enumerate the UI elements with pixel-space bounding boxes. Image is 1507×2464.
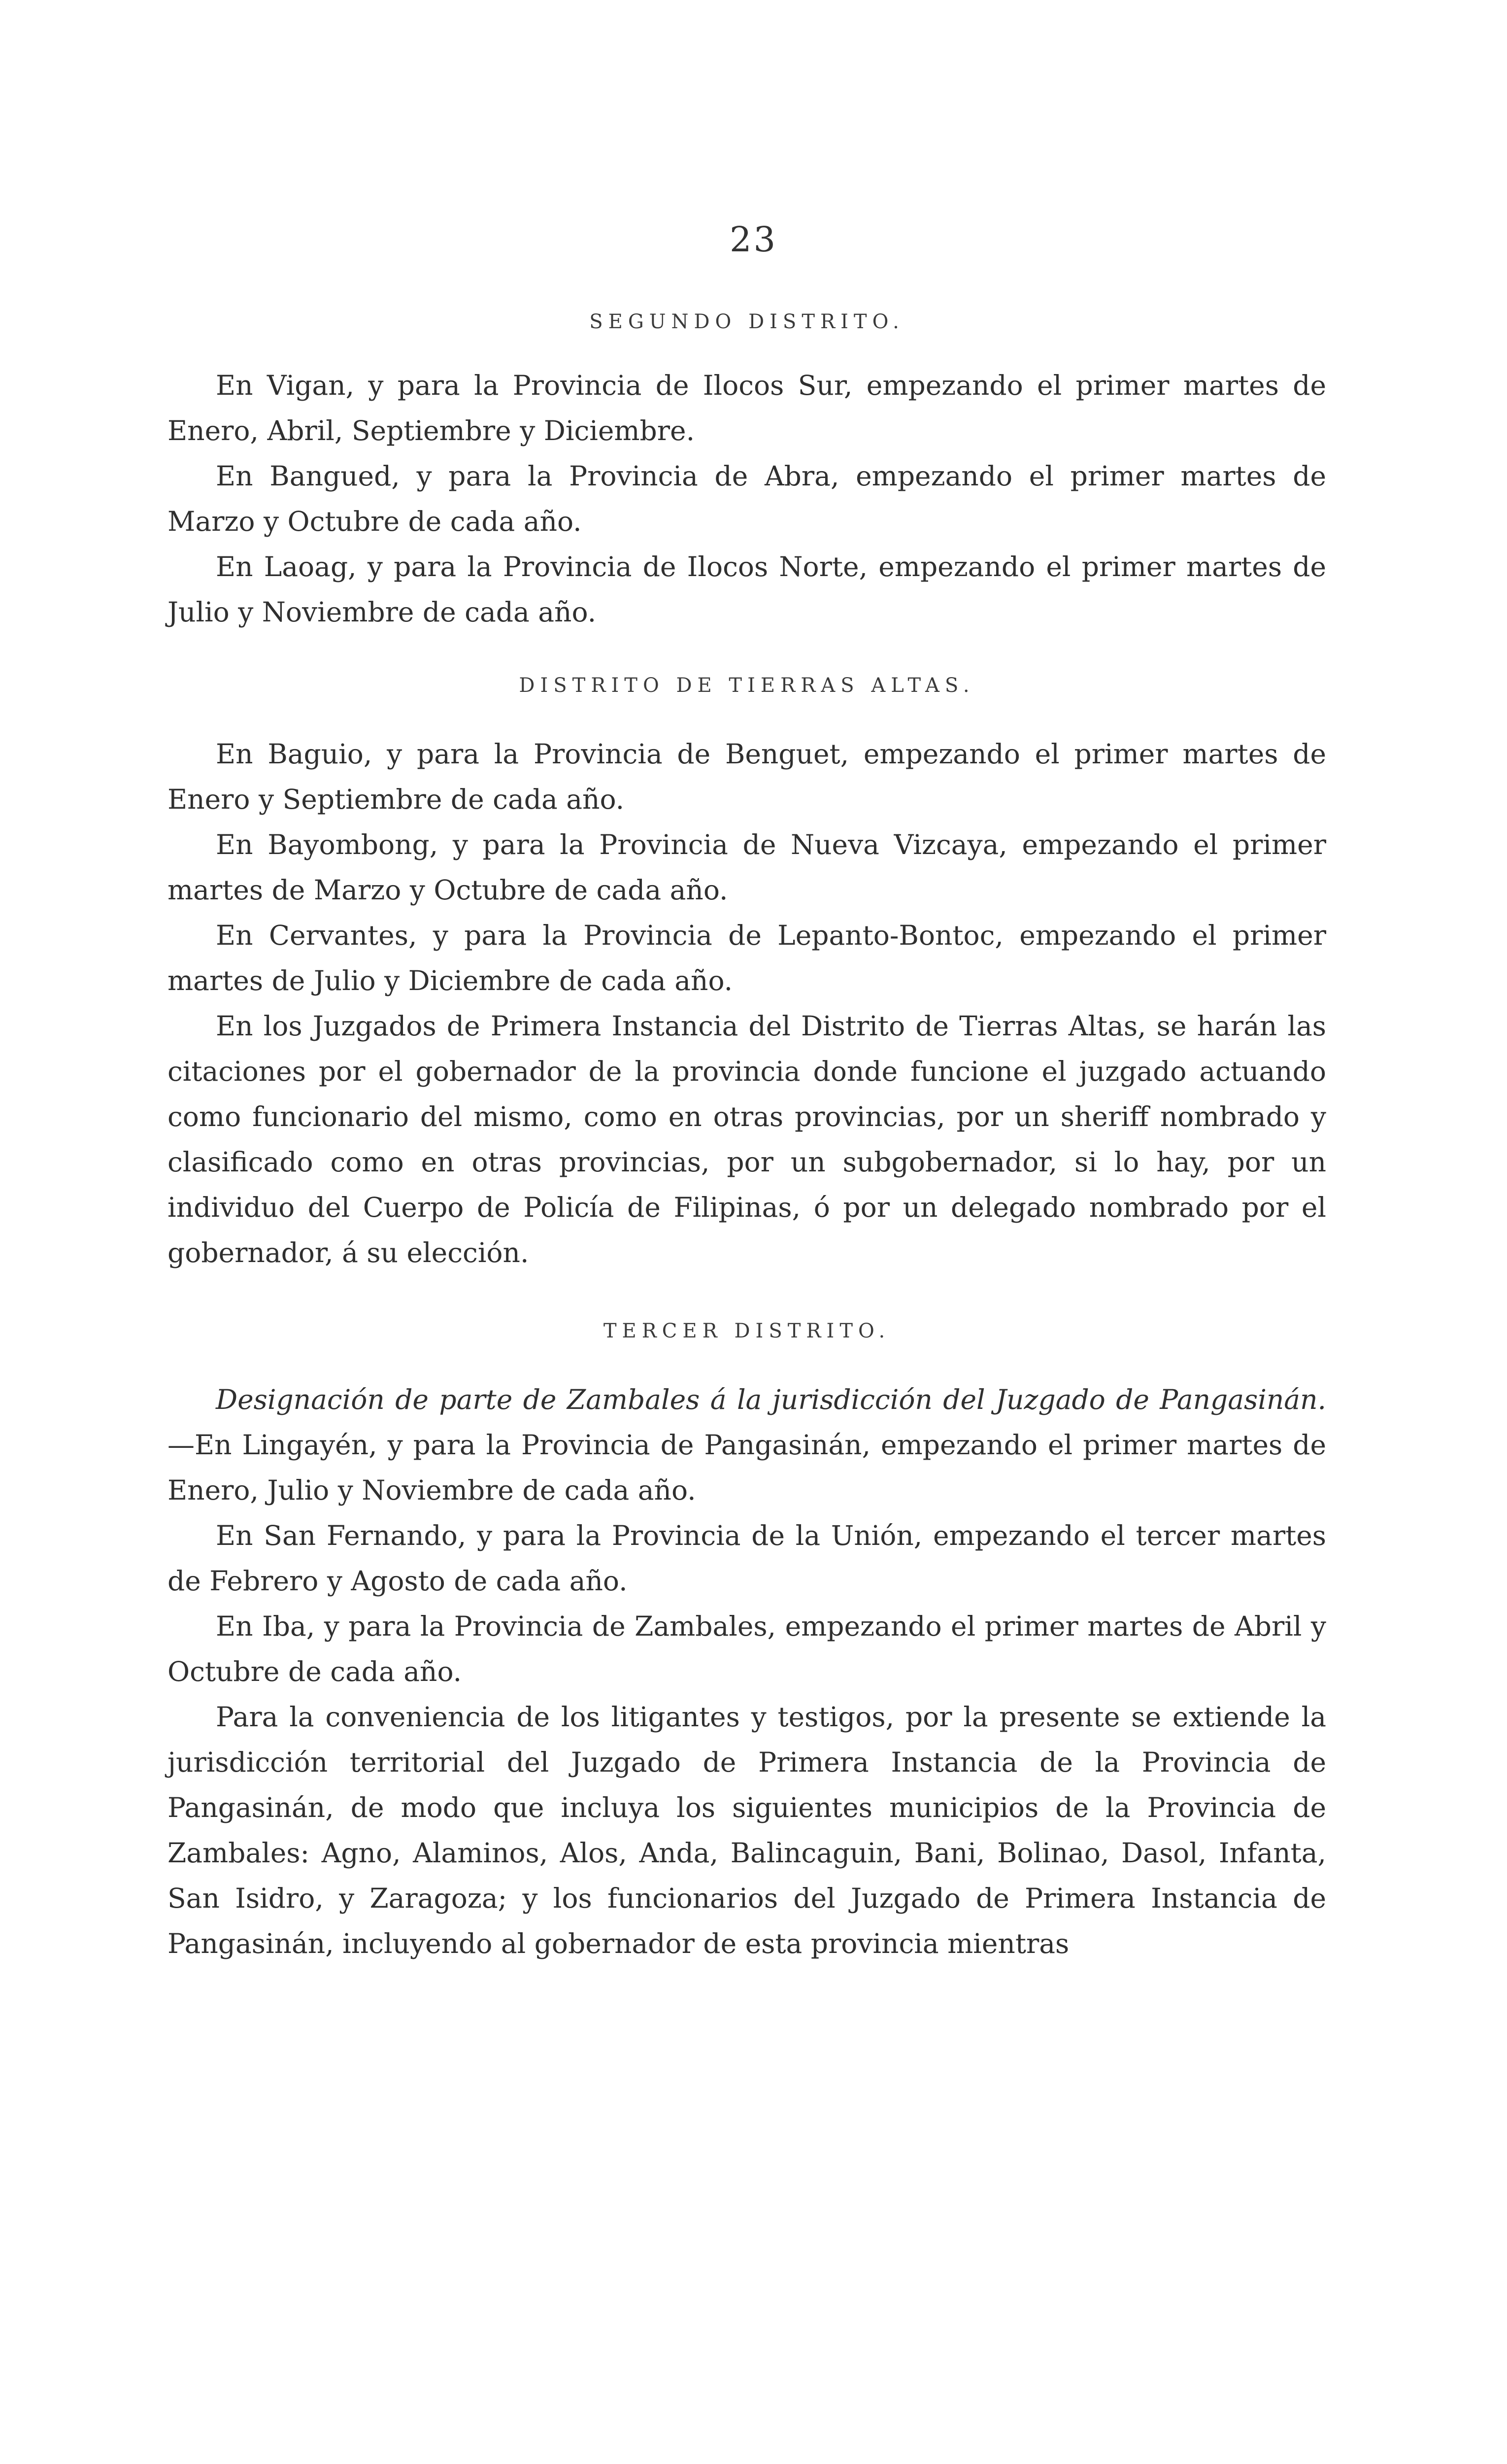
page-number: 23 (729, 219, 778, 260)
paragraph-laoag: En Laoag, y para la Provincia de Ilocos Norte, empezando el primer martes de Julio y Noviembre de cada año. (167, 551, 1326, 628)
designacion-lead: Designación de parte de Zambales á la jurisdicción del Juzgado de Pangasinán. (216, 1384, 1326, 1415)
section-heading-segundo-distrito: SEGUNDO DISTRITO. (589, 310, 904, 333)
paragraph-lingayen (167, 1377, 1326, 1513)
paragraph-vigan: En Vigan, y para la Provincia de Ilocos Sur, empezando el primer martes de Enero, Abril, Septiembre y Diciembre. (167, 370, 1326, 446)
text-body (167, 310, 1326, 1966)
paragraph-conveniencia: Para la conveniencia de los litigantes y testigos, por la presente se extiende la jurisdicción territorial del Juzgado de Primera Instancia de la Provincia de Pangasinán, de modo que incluya los siguientes municipios de la Provincia de Zambales: Agno, Alaminos, Alos, Anda, Balincaguin, Bani, Bolinao, Dasol, Infanta, San Isidro, y Zaragoza; y los funcionarios del Juzgado de Primera Instancia de Pangasinán, incluyendo al gobernador de esta provincia mientras (167, 1701, 1326, 1959)
paragraph-citaciones: En los Juzgados de Primera Instancia del Distrito de Tierras Altas, se harán las citaciones por el gobernador de la provincia donde funcione el juzgado actuando como funcionario del mismo, como en otras provincias, por un sheriff nombrado y clasificado como en otras provincias, por un subgobernador, si lo hay, por un individuo del Cuerpo de Policía de Filipinas, ó por un delegado nombrado por el gobernador, á su elección. (167, 1010, 1326, 1268)
section-heading-tercer-distrito: TERCER DISTRITO. (603, 1320, 891, 1342)
section-heading-tierras-altas: DISTRITO DE TIERRAS ALTAS. (519, 674, 975, 697)
paragraph-san-fernando: En San Fernando, y para la Provincia de la Unión, empezando el tercer martes de Febrero y Agosto de cada año. (167, 1520, 1326, 1597)
paragraph-iba: En Iba, y para la Provincia de Zambales, empezando el primer martes de Abril y Octubre de cada año. (167, 1610, 1326, 1687)
paragraph-bayombong: En Bayombong, y para la Provincia de Nueva Vizcaya, empezando el primer martes de Marzo y Octubre de cada año. (167, 829, 1326, 906)
paragraph-cervantes: En Cervantes, y para la Provincia de Lepanto-Bontoc, empezando el primer martes de Julio y Diciembre de cada año. (167, 920, 1326, 996)
paragraph-bangued: En Bangued, y para la Provincia de Abra, empezando el primer martes de Marzo y Octubre de cada año. (167, 460, 1326, 537)
paragraph-baguio: En Baguio, y para la Provincia de Benguet, empezando el primer martes de Enero y Septiembre de cada año. (167, 738, 1326, 815)
lingayen-text: —En Lingayén, y para la Provincia de Pangasinán, empezando el primer martes de Enero, Julio y Noviembre de cada año. (167, 1429, 1326, 1506)
